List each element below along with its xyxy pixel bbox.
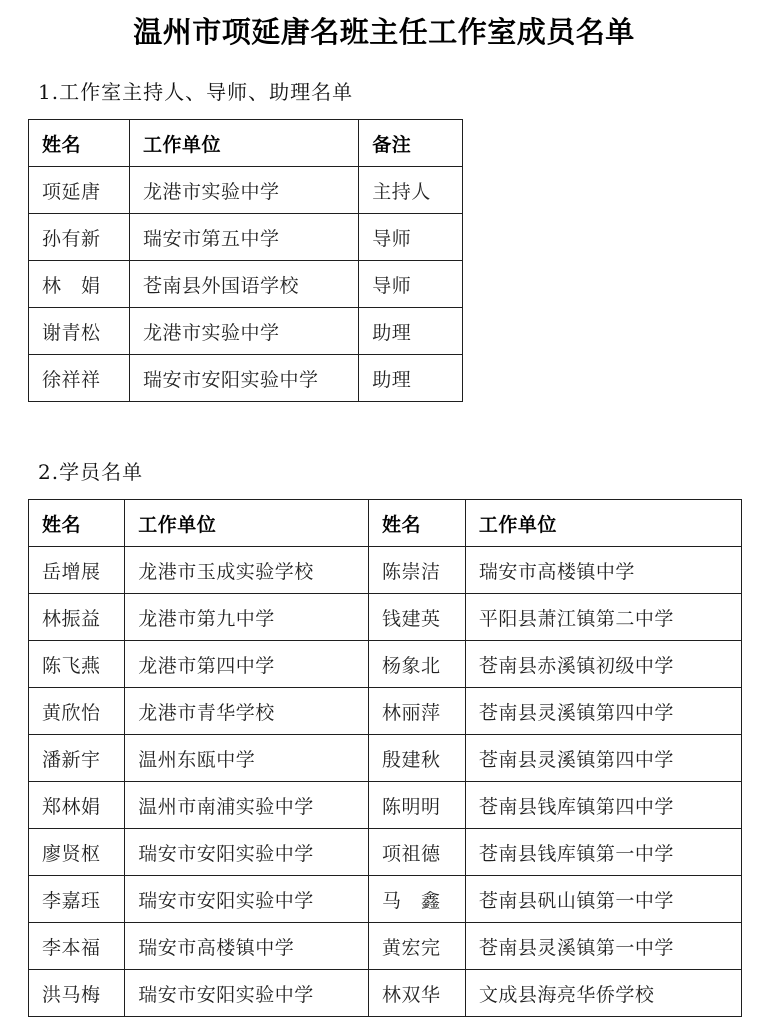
table-cell: 苍南县外国语学校 bbox=[130, 261, 359, 308]
table-cell: 杨象北 bbox=[368, 641, 465, 688]
table-row bbox=[29, 735, 742, 782]
column-header: 姓名 bbox=[29, 120, 130, 167]
table-cell: 黄宏完 bbox=[368, 923, 465, 970]
table-cell: 马 鑫 bbox=[368, 876, 465, 923]
table-cell: 潘新宇 bbox=[29, 735, 125, 782]
table-cell: 龙港市实验中学 bbox=[130, 167, 359, 214]
table-cell: 瑞安市高楼镇中学 bbox=[465, 547, 741, 594]
table-row bbox=[29, 829, 742, 876]
table-row bbox=[29, 688, 742, 735]
table-cell: 龙港市第四中学 bbox=[125, 641, 369, 688]
table-cell: 瑞安市安阳实验中学 bbox=[130, 355, 359, 402]
table-row bbox=[29, 782, 742, 829]
table-cell: 主持人 bbox=[359, 167, 463, 214]
table-header-row bbox=[29, 120, 463, 167]
table-cell: 瑞安市安阳实验中学 bbox=[125, 970, 369, 1017]
table-row bbox=[29, 641, 742, 688]
table-cell: 苍南县灵溪镇第四中学 bbox=[465, 688, 741, 735]
column-header: 姓名 bbox=[368, 500, 465, 547]
table-row bbox=[29, 355, 463, 402]
table-cell: 钱建英 bbox=[368, 594, 465, 641]
table-cell: 龙港市玉成实验学校 bbox=[125, 547, 369, 594]
table-row bbox=[29, 167, 463, 214]
column-header: 工作单位 bbox=[130, 120, 359, 167]
table-row bbox=[29, 214, 463, 261]
table-cell: 林 娟 bbox=[29, 261, 130, 308]
table-cell: 项祖德 bbox=[368, 829, 465, 876]
page-title: 温州市项延唐名班主任工作室成员名单 bbox=[133, 15, 635, 49]
table-cell: 项延唐 bbox=[29, 167, 130, 214]
table-cell: 李本福 bbox=[29, 923, 125, 970]
table-cell: 黄欣怡 bbox=[29, 688, 125, 735]
table-cell: 苍南县钱库镇第四中学 bbox=[465, 782, 741, 829]
table-cell: 苍南县矾山镇第一中学 bbox=[465, 876, 741, 923]
leaders-table bbox=[28, 119, 463, 402]
table-header-row bbox=[29, 500, 742, 547]
table-cell: 瑞安市安阳实验中学 bbox=[125, 829, 369, 876]
table-cell: 岳增展 bbox=[29, 547, 125, 594]
table-cell: 林双华 bbox=[368, 970, 465, 1017]
table-cell: 瑞安市第五中学 bbox=[130, 214, 359, 261]
table-cell: 助理 bbox=[359, 355, 463, 402]
section-heading-leaders: 1.工作室主持人、导师、助理名单 bbox=[38, 80, 354, 105]
table-row bbox=[29, 876, 742, 923]
table-cell: 孙有新 bbox=[29, 214, 130, 261]
table-cell: 导师 bbox=[359, 261, 463, 308]
table-row bbox=[29, 308, 463, 355]
table-cell: 龙港市青华学校 bbox=[125, 688, 369, 735]
table-cell: 林振益 bbox=[29, 594, 125, 641]
table-row bbox=[29, 547, 742, 594]
table-cell: 陈崇洁 bbox=[368, 547, 465, 594]
table-cell: 郑林娟 bbox=[29, 782, 125, 829]
table-cell: 林丽萍 bbox=[368, 688, 465, 735]
table-row bbox=[29, 594, 742, 641]
table-cell: 苍南县灵溪镇第四中学 bbox=[465, 735, 741, 782]
table-cell: 谢青松 bbox=[29, 308, 130, 355]
table-cell: 苍南县赤溪镇初级中学 bbox=[465, 641, 741, 688]
table-cell: 文成县海亮华侨学校 bbox=[465, 970, 741, 1017]
table-cell: 苍南县灵溪镇第一中学 bbox=[465, 923, 741, 970]
table-cell: 苍南县钱库镇第一中学 bbox=[465, 829, 741, 876]
column-header: 工作单位 bbox=[465, 500, 741, 547]
table-cell: 廖贤枢 bbox=[29, 829, 125, 876]
table-cell: 殷建秋 bbox=[368, 735, 465, 782]
table-cell: 助理 bbox=[359, 308, 463, 355]
table-cell: 洪马梅 bbox=[29, 970, 125, 1017]
table-cell: 龙港市实验中学 bbox=[130, 308, 359, 355]
table-cell: 温州东瓯中学 bbox=[125, 735, 369, 782]
column-header: 备注 bbox=[359, 120, 463, 167]
students-table bbox=[28, 499, 742, 1017]
table-cell: 龙港市第九中学 bbox=[125, 594, 369, 641]
table-cell: 徐祥祥 bbox=[29, 355, 130, 402]
column-header: 姓名 bbox=[29, 500, 125, 547]
table-cell: 平阳县萧江镇第二中学 bbox=[465, 594, 741, 641]
table-cell: 李嘉珏 bbox=[29, 876, 125, 923]
table-cell: 陈飞燕 bbox=[29, 641, 125, 688]
table-row bbox=[29, 261, 463, 308]
table-cell: 温州市南浦实验中学 bbox=[125, 782, 369, 829]
column-header: 工作单位 bbox=[125, 500, 369, 547]
table-cell: 陈明明 bbox=[368, 782, 465, 829]
section-heading-students: 2.学员名单 bbox=[38, 460, 144, 485]
table-cell: 导师 bbox=[359, 214, 463, 261]
table-row bbox=[29, 970, 742, 1017]
table-cell: 瑞安市安阳实验中学 bbox=[125, 876, 369, 923]
table-row bbox=[29, 923, 742, 970]
table-cell: 瑞安市高楼镇中学 bbox=[125, 923, 369, 970]
